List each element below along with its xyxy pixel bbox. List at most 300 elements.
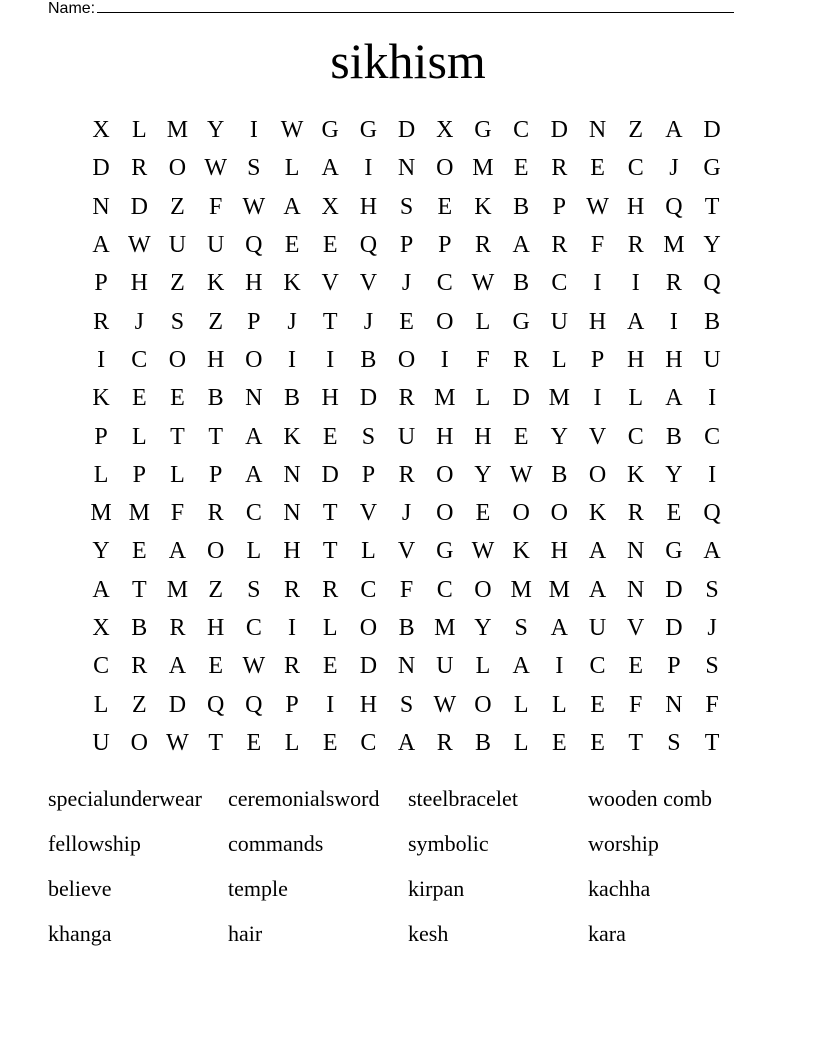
grid-letter: Z	[170, 193, 185, 220]
grid-letter: H	[588, 308, 607, 335]
grid-letter: I	[249, 117, 258, 144]
word-list-item: temple	[228, 875, 288, 901]
grid-row	[82, 264, 731, 302]
grid-letter: H	[130, 270, 148, 297]
grid-letter: L	[513, 729, 529, 756]
grid-letter: D	[359, 653, 378, 680]
grid-letter: E	[322, 232, 338, 259]
grid-letter: H	[627, 193, 645, 220]
grid-letter: F	[476, 346, 490, 373]
grid-letter: Y	[703, 232, 721, 259]
grid-letter: H	[359, 193, 378, 220]
word-list-row	[48, 776, 768, 821]
grid-letter: L	[93, 461, 109, 488]
grid-letter: X	[92, 615, 110, 641]
grid-letter: U	[168, 232, 187, 259]
grid-letter: T	[208, 423, 223, 450]
grid-letter: L	[552, 346, 567, 373]
grid-letter: L	[628, 385, 644, 412]
grid-letter: L	[475, 308, 491, 335]
grid-letter: A	[397, 729, 416, 756]
grid-letter: E	[475, 500, 491, 527]
grid-letter: E	[590, 691, 605, 718]
grid-letter: W	[509, 461, 533, 488]
grid-letter: A	[92, 576, 110, 603]
grid-letter: Q	[703, 500, 721, 527]
grid-letter: L	[284, 729, 300, 756]
grid-letter: R	[551, 232, 568, 259]
grid-letter: T	[322, 308, 338, 335]
grid-letter: F	[399, 576, 414, 603]
grid-letter: I	[708, 385, 717, 412]
grid-letter: W	[586, 193, 609, 220]
grid-letter: O	[436, 155, 454, 182]
word-list-item: hair	[228, 920, 263, 946]
grid-letter: O	[245, 346, 263, 373]
grid-letter: W	[280, 117, 304, 144]
grid-letter: K	[588, 500, 607, 527]
grid-letter: K	[512, 538, 530, 565]
grid-letter: F	[208, 193, 223, 220]
grid-letter: O	[436, 308, 454, 335]
grid-letter: C	[627, 155, 644, 182]
grid-letter: G	[474, 117, 492, 144]
grid-letter: M	[90, 500, 112, 527]
grid-letter: A	[321, 155, 339, 182]
grid-letter: D	[550, 117, 569, 144]
grid-letter: O	[397, 346, 416, 373]
grid-row	[82, 149, 731, 187]
grid-letter: W	[127, 232, 151, 259]
grid-letter: E	[246, 729, 262, 756]
grid-letter: J	[707, 615, 717, 641]
word-list-item: fellowship	[48, 830, 141, 856]
grid-letter: H	[245, 270, 263, 297]
grid-letter: I	[288, 615, 297, 641]
grid-letter: H	[665, 346, 683, 373]
grid-letter: I	[669, 308, 678, 335]
word-list-item: steelbracelet	[408, 785, 518, 811]
grid-letter: T	[704, 193, 720, 220]
grid-letter: V	[359, 500, 378, 527]
grid-letter: O	[130, 729, 148, 756]
grid-letter: G	[436, 538, 454, 565]
grid-letter: J	[134, 308, 144, 335]
grid-letter: L	[322, 615, 338, 641]
grid-letter: R	[436, 729, 453, 756]
grid-letter: P	[94, 270, 108, 297]
grid-letter: T	[322, 538, 338, 565]
grid-letter: R	[627, 500, 644, 527]
grid-letter: J	[363, 308, 374, 335]
grid-row	[82, 609, 731, 647]
grid-letter: A	[703, 538, 721, 565]
grid-letter: N	[397, 653, 416, 680]
grid-letter: B	[551, 461, 568, 488]
grid-letter: B	[398, 615, 415, 641]
grid-letter: N	[283, 461, 301, 488]
grid-letter: O	[474, 691, 492, 718]
grid-letter: J	[401, 500, 412, 527]
word-list-item: commands	[228, 830, 324, 856]
word-list-row	[48, 821, 768, 866]
grid-letter: H	[474, 423, 492, 450]
grid-letter: T	[170, 423, 185, 450]
grid-letter: R	[322, 576, 339, 603]
grid-letter: E	[628, 653, 644, 680]
grid-letter: B	[704, 308, 721, 335]
grid-letter: D	[168, 691, 187, 718]
grid-letter: L	[513, 691, 529, 718]
grid-letter: V	[627, 615, 645, 641]
grid-letter: Y	[550, 423, 569, 450]
grid-letter: Q	[665, 193, 683, 220]
grid-letter: E	[666, 500, 682, 527]
grid-letter: P	[247, 308, 261, 335]
grid-letter: E	[208, 653, 223, 680]
grid-letter: V	[321, 270, 339, 297]
name-underline	[97, 0, 734, 13]
grid-letter: V	[588, 423, 607, 450]
grid-letter: I	[555, 653, 564, 680]
grid-letter: I	[631, 270, 640, 297]
grid-row	[82, 685, 731, 723]
grid-letter: W	[166, 729, 189, 756]
grid-letter: R	[398, 461, 415, 488]
grid-letter: W	[471, 538, 495, 565]
grid-letter: W	[471, 270, 495, 297]
grid-letter: D	[665, 615, 683, 641]
grid-letter: G	[359, 117, 378, 144]
grid-letter: T	[704, 729, 720, 756]
word-list-item: kachha	[588, 875, 651, 901]
grid-row	[82, 571, 731, 609]
grid-letter: E	[437, 193, 453, 220]
grid-letter: Q	[245, 232, 263, 259]
grid-letter: U	[588, 615, 607, 641]
grid-letter: G	[512, 308, 530, 335]
grid-letter: O	[474, 576, 492, 603]
grid-letter: I	[326, 691, 335, 718]
grid-letter: E	[513, 423, 529, 450]
grid-letter: E	[590, 729, 605, 756]
word-list-item: specialunderwear	[48, 785, 202, 811]
word-list-item: believe	[48, 875, 112, 901]
word-list-item: khanga	[48, 920, 112, 946]
word-list-item: kirpan	[408, 875, 465, 901]
grid-row	[82, 302, 731, 340]
grid-letter: S	[705, 576, 719, 603]
grid-letter: O	[206, 538, 225, 565]
grid-letter: C	[436, 270, 453, 297]
grid-letter: H	[436, 423, 454, 450]
grid-letter: K	[474, 193, 492, 220]
grid-letter: E	[131, 538, 147, 565]
grid-letter: L	[552, 691, 567, 718]
grid-letter: T	[322, 500, 338, 527]
grid-letter: P	[438, 232, 452, 259]
grid-letter: R	[398, 385, 415, 412]
grid-row	[82, 379, 731, 417]
grid-letter: S	[247, 155, 261, 182]
grid-letter: U	[92, 729, 110, 756]
grid-letter: E	[170, 385, 185, 412]
grid-letter: C	[436, 576, 453, 603]
grid-letter: I	[326, 346, 335, 373]
grid-letter: Z	[208, 308, 223, 335]
grid-row	[82, 417, 731, 455]
grid-letter: X	[92, 117, 110, 144]
grid-letter: K	[92, 385, 110, 412]
grid-letter: L	[246, 538, 262, 565]
grid-letter: P	[667, 653, 681, 680]
grid-letter: J	[287, 308, 297, 335]
grid-letter: Z	[131, 691, 147, 718]
grid-letter: R	[474, 232, 491, 259]
grid-letter: O	[168, 346, 187, 373]
grid-letter: S	[514, 615, 528, 641]
grid-row	[82, 724, 731, 762]
grid-letter: R	[207, 500, 224, 527]
grid-letter: L	[93, 691, 109, 718]
grid-letter: S	[399, 193, 414, 220]
grid-letter: D	[703, 117, 721, 144]
grid-letter: M	[548, 385, 571, 412]
grid-letter: U	[436, 653, 454, 680]
grid-letter: U	[397, 423, 416, 450]
grid-letter: A	[245, 461, 263, 488]
name-label: Name:	[48, 0, 96, 17]
grid-letter: C	[93, 653, 110, 680]
grid-letter: Y	[92, 538, 110, 565]
grid-letter: A	[245, 423, 263, 450]
grid-letter: R	[169, 615, 186, 641]
grid-letter: E	[513, 155, 529, 182]
grid-letter: N	[665, 691, 683, 718]
grid-letter: O	[588, 461, 607, 488]
page-title: sikhism	[330, 33, 486, 89]
grid-letter: Y	[474, 615, 492, 641]
grid-letter: N	[588, 117, 607, 144]
grid-letter: I	[593, 270, 602, 297]
grid-row	[82, 226, 731, 264]
grid-letter: J	[669, 155, 679, 182]
grid-letter: H	[321, 385, 339, 412]
grid-letter: N	[627, 576, 645, 603]
grid-letter: R	[284, 576, 301, 603]
word-list-item: ceremonialsword	[228, 785, 380, 811]
grid-letter: R	[551, 155, 568, 182]
grid-letter: I	[593, 385, 602, 412]
grid-letter: U	[703, 346, 721, 373]
grid-letter: R	[665, 270, 682, 297]
grid-letter: W	[204, 155, 227, 182]
grid-letter: C	[551, 270, 568, 297]
grid-letter: N	[397, 155, 416, 182]
grid-letter: J	[401, 270, 412, 297]
grid-letter: P	[361, 461, 376, 488]
grid-letter: W	[433, 691, 457, 718]
grid-letter: C	[245, 500, 262, 527]
grid-letter: I	[708, 461, 717, 488]
word-list	[48, 776, 768, 956]
grid-letter: G	[703, 155, 721, 182]
grid-letter: D	[130, 193, 148, 220]
grid-letter: P	[132, 461, 146, 488]
grid-letter: L	[131, 117, 147, 144]
grid-letter: B	[360, 346, 377, 373]
grid-letter: E	[552, 729, 567, 756]
grid-letter: O	[436, 500, 454, 527]
grid-letter: K	[206, 270, 225, 297]
grid-letter: D	[397, 117, 416, 144]
grid-letter: S	[705, 653, 719, 680]
grid-letter: D	[512, 385, 530, 412]
grid-letter: Z	[170, 270, 185, 297]
grid-letter: B	[513, 193, 530, 220]
grid-letter: S	[361, 423, 376, 450]
grid-letter: C	[245, 615, 262, 641]
grid-letter: Q	[703, 270, 721, 297]
grid-letter: H	[283, 538, 301, 565]
grid-letter: Q	[206, 691, 225, 718]
grid-letter: L	[475, 653, 491, 680]
grid-letter: L	[475, 385, 491, 412]
grid-letter: T	[208, 729, 223, 756]
grid-letter: E	[322, 423, 338, 450]
grid-letter: A	[168, 653, 187, 680]
grid-letter: A	[512, 653, 530, 680]
grid-letter: D	[92, 155, 110, 182]
grid-letter: A	[283, 193, 301, 220]
grid-letter: T	[628, 729, 644, 756]
grid-letter: F	[629, 691, 643, 718]
grid-letter: Z	[628, 117, 644, 144]
grid-letter: U	[550, 308, 569, 335]
grid-letter: C	[589, 653, 606, 680]
grid-letter: N	[283, 500, 301, 527]
grid-letter: F	[705, 691, 719, 718]
grid-letter: A	[665, 117, 683, 144]
grid-letter: H	[359, 691, 378, 718]
grid-letter: C	[513, 117, 530, 144]
grid-letter: N	[245, 385, 263, 412]
word-list-item: worship	[588, 830, 659, 856]
grid-letter: L	[170, 461, 185, 488]
grid-letter: P	[399, 232, 414, 259]
name-field	[48, 0, 734, 18]
grid-row	[82, 494, 731, 532]
grid-letter: H	[206, 346, 225, 373]
grid-letter: M	[663, 232, 685, 259]
word-list-item: kara	[588, 920, 626, 946]
grid-letter: S	[247, 576, 261, 603]
grid-letter: L	[361, 538, 376, 565]
grid-letter: W	[242, 653, 266, 680]
grid-letter: H	[627, 346, 645, 373]
grid-letter: Q	[245, 691, 263, 718]
grid-letter: R	[513, 346, 530, 373]
grid-letter: E	[590, 155, 605, 182]
grid-letter: M	[166, 576, 189, 603]
grid-letter: C	[360, 729, 377, 756]
word-list-row	[48, 911, 768, 956]
grid-letter: V	[397, 538, 416, 565]
grid-letter: N	[627, 538, 645, 565]
word-list-row	[48, 866, 768, 911]
grid-row	[82, 532, 731, 570]
word-list-item: wooden comb	[588, 785, 713, 811]
grid-letter: G	[665, 538, 683, 565]
grid-letter: N	[92, 193, 110, 220]
grid-letter: M	[434, 385, 456, 412]
grid-letter: M	[548, 576, 571, 603]
grid-letter: H	[206, 615, 225, 641]
grid-letter: K	[283, 423, 301, 450]
grid-letter: O	[359, 615, 378, 641]
grid-letter: I	[364, 155, 373, 182]
grid-letter: A	[588, 538, 607, 565]
grid-letter: S	[399, 691, 414, 718]
grid-letter: U	[206, 232, 225, 259]
grid-letter: B	[474, 729, 491, 756]
grid-letter: E	[131, 385, 147, 412]
grid-row	[82, 647, 731, 685]
grid-letter: B	[207, 385, 224, 412]
grid-letter: B	[665, 423, 682, 450]
letter-grid	[82, 111, 731, 762]
grid-letter: D	[321, 461, 339, 488]
grid-letter: S	[170, 308, 185, 335]
grid-letter: P	[590, 346, 605, 373]
grid-letter: E	[284, 232, 300, 259]
grid-letter: A	[512, 232, 530, 259]
grid-row	[82, 111, 731, 149]
grid-letter: R	[131, 155, 148, 182]
grid-letter: E	[399, 308, 414, 335]
grid-letter: R	[93, 308, 110, 335]
grid-letter: A	[588, 576, 607, 603]
grid-letter: O	[550, 500, 569, 527]
grid-letter: M	[128, 500, 150, 527]
grid-letter: T	[131, 576, 147, 603]
grid-letter: B	[131, 615, 148, 641]
grid-letter: Z	[208, 576, 223, 603]
grid-letter: O	[436, 461, 454, 488]
grid-letter: K	[627, 461, 645, 488]
grid-letter: R	[284, 653, 301, 680]
word-list-item: symbolic	[408, 830, 489, 856]
grid-letter: A	[550, 615, 569, 641]
grid-letter: Y	[665, 461, 683, 488]
grid-row	[82, 456, 731, 494]
grid-letter: C	[131, 346, 148, 373]
grid-letter: A	[627, 308, 645, 335]
grid-letter: G	[321, 117, 339, 144]
grid-letter: H	[550, 538, 569, 565]
word-list-item: kesh	[408, 920, 449, 946]
grid-letter: D	[359, 385, 378, 412]
grid-letter: M	[166, 117, 189, 144]
grid-letter: Y	[206, 117, 225, 144]
grid-letter: L	[131, 423, 147, 450]
grid-row	[82, 341, 731, 379]
grid-letter: W	[242, 193, 266, 220]
grid-letter: C	[627, 423, 644, 450]
grid-letter: V	[359, 270, 378, 297]
grid-letter: P	[285, 691, 299, 718]
grid-letter: A	[168, 538, 187, 565]
